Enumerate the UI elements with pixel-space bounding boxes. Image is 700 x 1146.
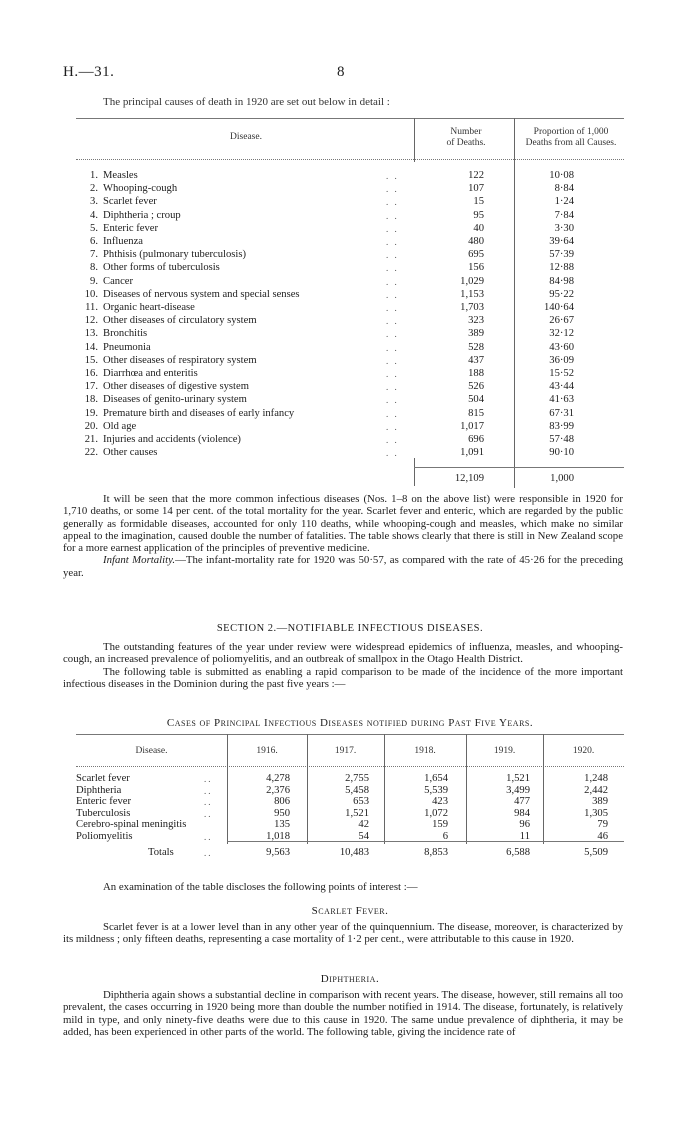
death-count: 1,703 — [460, 302, 484, 313]
disease-name: Phthisis (pulmonary tuberculosis) — [103, 249, 247, 261]
intro-text: The principal causes of death in 1920 are set out below in detail : — [103, 96, 390, 108]
death-proportion: 67·31 — [549, 407, 574, 419]
disease-name: Scarlet fever — [76, 773, 130, 784]
case-count: 389 — [592, 796, 608, 808]
infant-mortality-label: Infant Mortality. — [103, 554, 176, 567]
table-row: 20. Old age . . 1,017 83·99 — [76, 421, 624, 433]
table-row: Poliomyelitis .. 1,018 54 6 11 46 — [76, 831, 608, 842]
table2-title: Cases of Principal Infectious Diseases notified during Past Five Years. — [166, 717, 534, 729]
row-number: 22. — [84, 447, 98, 459]
row-number: 10. — [84, 288, 98, 300]
death-proportion: 39·64 — [549, 236, 574, 247]
death-count: 40 — [473, 222, 484, 234]
death-proportion: 43·44 — [549, 381, 574, 393]
disease-name: Diarrhœa and enteritis — [103, 368, 198, 379]
death-proportion: 84·98 — [549, 275, 574, 287]
disease-name: Cerebro-spinal meningitis — [76, 819, 187, 831]
case-count: 1,072 — [424, 807, 448, 819]
table2-header-disease: Disease. — [135, 746, 168, 756]
disease-name: Premature birth and diseases of early infancy — [103, 407, 295, 419]
death-count: 188 — [468, 368, 484, 379]
table-row: 10. Diseases of nervous system and special senses . . 1,153 95·22 — [76, 289, 624, 301]
disease-name: Tuberculosis — [76, 807, 131, 819]
row-number: 2. — [90, 183, 98, 195]
disease-name: Bronchitis — [103, 328, 148, 340]
case-count: 5,458 — [345, 784, 369, 796]
total-1919: 6,588 — [506, 847, 530, 858]
table2-header-1919: 1919. — [493, 746, 516, 756]
disease-name: Enteric fever — [103, 222, 158, 234]
case-count: 653 — [353, 796, 369, 808]
table2-header-1916: 1916. — [256, 746, 278, 756]
case-count: 1,654 — [424, 773, 448, 784]
disease-name: Other forms of tuberculosis — [103, 262, 220, 274]
case-count: 2,755 — [345, 773, 369, 784]
death-proportion: 3·30 — [554, 222, 574, 234]
total-row — [76, 473, 624, 485]
row-number: 14. — [84, 341, 98, 353]
case-count: 46 — [597, 831, 608, 842]
deaths-column-header: Number of Deaths. — [446, 127, 486, 148]
death-count: 1,153 — [460, 288, 484, 300]
table-row: 2. Whooping-cough . . 107 8·84 — [76, 183, 624, 195]
table2-header-1920: 1920. — [572, 746, 595, 756]
death-count: 526 — [468, 381, 484, 393]
death-count: 437 — [468, 354, 484, 366]
death-count: 95 — [473, 209, 484, 221]
row-number: 5. — [90, 222, 98, 234]
disease-name: Other diseases of circulatory system — [103, 315, 257, 327]
table-row — [76, 819, 624, 831]
case-count: 5,539 — [424, 784, 448, 796]
disease-name: Poliomyelitis — [76, 831, 133, 842]
case-count: 1,018 — [266, 831, 290, 842]
table-row: Scarlet fever .. 4,278 2,755 1,654 1,521 1,248 — [76, 773, 608, 784]
paragraph-diphtheria: Diphtheria again shows a substantial decline in comparison with recent years. The disease, however, still remains all too prevalent, the cases occurring in 1920 being more than double the number notified in 1914. The disease, fortunately, is relatively mild in type, and only ninety-five deaths were due to this cause in 1920. The same undue prevalence of diphtheria, it may be added, has been experienced in other parts of the world. The following table, giving the incidence rate of — [63, 989, 623, 1038]
proportion-column-header: Proportion of 1,000 Deaths from all Causes. — [525, 127, 617, 148]
death-proportion: 140·64 — [543, 302, 574, 313]
disease-name: Pneumonia — [103, 341, 151, 353]
death-proportion: 90·10 — [549, 447, 574, 459]
death-proportion: 41·63 — [549, 394, 574, 406]
total-1916: 9,563 — [266, 847, 290, 858]
death-count: 815 — [468, 407, 484, 419]
death-proportion: 57·39 — [549, 249, 574, 261]
table-row: 12. Other diseases of circulatory system . . 323 26·67 — [76, 315, 624, 327]
death-proportion: 8·84 — [554, 183, 574, 195]
disease-column-header: Disease. — [230, 132, 262, 142]
table-row: 13. Bronchitis . . 389 32·12 — [76, 328, 624, 340]
case-count: 135 — [274, 819, 290, 831]
table-row: 1. Measles . . 122 10·08 — [76, 170, 624, 182]
disease-name: Injuries and accidents (violence) — [103, 434, 241, 445]
row-number: 19. — [84, 407, 98, 419]
case-count: 42 — [358, 819, 369, 831]
death-proportion: 95·22 — [549, 288, 574, 300]
table-row: 7. Phthisis (pulmonary tuberculosis) . . 695 57·39 — [76, 249, 624, 261]
death-proportion: 43·60 — [549, 341, 574, 353]
disease-name: Whooping-cough — [103, 183, 178, 195]
case-count: 1,248 — [584, 773, 608, 784]
total-1920: 5,509 — [584, 847, 608, 858]
table-row: 15. Other diseases of respiratory system . . 437 36·09 — [76, 355, 624, 367]
table-row: Enteric fever .. 806 653 423 477 389 — [76, 796, 608, 808]
death-count: 504 — [468, 394, 484, 406]
death-count: 107 — [468, 183, 484, 195]
paragraph-outstanding-features: The outstanding features of the year under review were widespread epidemics of influenza, measles, and whooping-cough, an increased prevalence of poliomyelitis, and an outbreak of smallpox in the Otago Health District. The following table is submitted as enabling a rapid comparison to be made of the incidence of the more important infectious diseases in the Dominion during the past five years :— — [63, 641, 623, 690]
table-row: 16. Diarrhœa and enteritis . . 188 15·52 — [76, 368, 624, 380]
paragraph-examination: An examination of the table discloses the following points of interest :— — [103, 881, 418, 893]
disease-name: Diseases of nervous system and special senses — [103, 288, 300, 300]
table-row: 9. Cancer . . 1,029 84·98 — [76, 276, 624, 288]
table-row: Diphtheria .. 2,376 5,458 5,539 3,499 2,442 — [76, 784, 608, 796]
case-count: 423 — [432, 796, 448, 808]
row-number: 17. — [84, 381, 98, 393]
table-row: 19. Premature birth and diseases of early infancy . . 815 67·31 — [76, 408, 624, 420]
row-number: 6. — [90, 236, 98, 247]
scarlet-fever-title: Scarlet Fever. — [311, 905, 389, 917]
case-count: 950 — [274, 807, 290, 819]
death-proportion: 12·88 — [549, 262, 574, 274]
table-row: 5. Enteric fever . . 40 3·30 — [76, 223, 624, 235]
table-row: 3. Scarlet fever . . 15 1·24 — [76, 196, 624, 208]
causes-of-death-table — [76, 118, 624, 490]
disease-name: Diphtheria ; croup — [103, 209, 181, 221]
case-count: 2,442 — [584, 784, 608, 796]
row-number: 9. — [90, 275, 98, 287]
case-count: 2,376 — [266, 784, 290, 796]
case-count: 477 — [514, 796, 530, 808]
death-count: 528 — [468, 341, 484, 353]
case-count: 96 — [519, 819, 530, 831]
row-number: 18. — [84, 394, 98, 406]
case-count: 984 — [514, 807, 530, 819]
disease-name: Measles — [103, 170, 138, 181]
row-number: 3. — [90, 196, 98, 208]
table2-header-1917: 1917. — [334, 746, 357, 756]
table-row: 18. Diseases of genito-urinary system . . 504 41·63 — [76, 394, 624, 406]
death-count: 15 — [473, 196, 484, 208]
death-count: 323 — [468, 315, 484, 327]
diphtheria-title: Diphtheria. — [320, 973, 380, 985]
row-number: 1. — [90, 170, 98, 181]
case-count: 11 — [519, 831, 530, 842]
death-proportion: 83·99 — [549, 420, 574, 432]
death-proportion: 32·12 — [549, 328, 574, 340]
paragraph-scarlet-fever: Scarlet fever is at a lower level than in any other year of the quinquennium. The disease, moreover, is characterized by its mildness ; only fifteen deaths, representing a case mortality of 1·2 per cent., were attributable to this cause in 1920. — [63, 921, 623, 946]
table-row: 6. Influenza . . 480 39·64 — [76, 236, 624, 248]
table-row: 17. Other diseases of digestive system . . 526 43·44 — [76, 381, 624, 393]
row-number: 15. — [84, 354, 98, 366]
table-row: 21. Injuries and accidents (violence) . . 696 57·48 — [76, 434, 624, 446]
case-count: 4,278 — [266, 773, 290, 784]
total-deaths: 12,109 — [454, 473, 484, 484]
table-row: 14. Pneumonia . . 528 43·60 — [76, 342, 624, 354]
row-number: 8. — [90, 262, 98, 274]
case-count: 159 — [432, 819, 448, 831]
case-count: 54 — [358, 831, 369, 842]
death-count: 696 — [468, 434, 484, 445]
total-1917: 10,483 — [339, 847, 369, 858]
case-count: 79 — [597, 819, 608, 831]
total-proportion: 1,000 — [550, 473, 574, 484]
death-proportion: 26·67 — [549, 315, 574, 327]
infectious-diseases-table — [76, 734, 624, 858]
disease-name: Old age — [103, 420, 137, 432]
death-proportion: 10·08 — [549, 170, 574, 181]
death-proportion: 7·84 — [554, 209, 574, 221]
death-count: 122 — [468, 170, 484, 181]
case-count: 806 — [274, 796, 290, 808]
case-count: 3,499 — [506, 784, 530, 796]
report-code: H.—31. — [63, 64, 115, 80]
case-count: 1,521 — [345, 807, 369, 819]
death-proportion: 57·48 — [549, 434, 574, 445]
death-count: 480 — [468, 236, 484, 247]
disease-name: Diseases of genito-urinary system — [103, 394, 247, 406]
death-count: 1,091 — [460, 447, 484, 459]
disease-name: Other causes — [103, 447, 158, 459]
death-count: 695 — [468, 249, 484, 261]
disease-name: Enteric fever — [76, 796, 131, 808]
row-number: 20. — [84, 420, 98, 432]
death-count: 1,029 — [460, 275, 484, 287]
disease-name: Cancer — [103, 275, 133, 287]
death-proportion: 15·52 — [549, 368, 574, 379]
row-number: 12. — [84, 315, 98, 327]
table-row: 11. Organic heart-disease . . 1,703 140·64 — [76, 302, 624, 314]
total-1918: 8,853 — [424, 847, 448, 858]
disease-name: Diphtheria — [76, 784, 122, 796]
row-number: 13. — [84, 328, 98, 340]
disease-name: Influenza — [103, 236, 143, 247]
table2-header-1918: 1918. — [414, 746, 436, 756]
row-number: 16. — [84, 368, 98, 379]
table2-totals-row: Totals .. 9,563 10,483 8,853 6,588 5,509 — [148, 847, 608, 858]
table-row: Tuberculosis .. 950 1,521 1,072 984 1,305 — [76, 807, 608, 819]
death-count: 156 — [468, 262, 484, 274]
death-count: 389 — [468, 328, 484, 340]
disease-name: Other diseases of digestive system — [103, 381, 249, 393]
totals-label: Totals — [148, 847, 174, 858]
disease-name: Scarlet fever — [103, 196, 157, 208]
row-number: 21. — [84, 434, 98, 445]
row-number: 7. — [90, 249, 98, 261]
case-count: 1,305 — [584, 807, 608, 819]
table-row: 22. Other causes . . 1,091 90·10 — [76, 447, 624, 459]
death-proportion: 36·09 — [549, 354, 574, 366]
section-title: SECTION 2.—NOTIFIABLE INFECTIOUS DISEASES. — [216, 623, 484, 634]
disease-name: Other diseases of respiratory system — [103, 354, 257, 366]
page-number: 8 — [337, 64, 345, 80]
row-number: 11. — [85, 302, 98, 313]
disease-name: Organic heart-disease — [103, 302, 195, 313]
case-count: 1,521 — [506, 773, 530, 784]
case-count: 6 — [442, 831, 448, 842]
paragraph-infectious-summary: It will be seen that the more common infectious diseases (Nos. 1–8 on the above list) were responsible in 1920 for 1,710 deaths, or some 14 per cent. of the total mortality for the year. Scarlet fever and enteric, which are regarded by the public generally as formidable diseases, accounted for only 110 deaths, while whooping-cough and measles, which make no similar appeal to the imagination, caused double the number of fatalities. The table shows clearly that there is still in New Zealand scope for a more earnest application of the principles of preventive medicine. Infant Mortality.—The infant-mortality rate for 1920 was 50·57, as compared with the rate of 45·26 for the preceding year. — [63, 493, 623, 579]
death-count: 1,017 — [460, 420, 484, 432]
infant-mortality-text: —The infant-mortality rate for 1920 was 50·57, as compared with the rate of 45·26 for the preceding year. — [63, 554, 623, 579]
table-row: 4. Diphtheria ; croup . . 95 7·84 — [76, 210, 624, 222]
death-proportion: 1·24 — [554, 196, 574, 208]
table-row: 8. Other forms of tuberculosis . . 156 12·88 — [76, 262, 624, 274]
row-number: 4. — [90, 209, 98, 221]
